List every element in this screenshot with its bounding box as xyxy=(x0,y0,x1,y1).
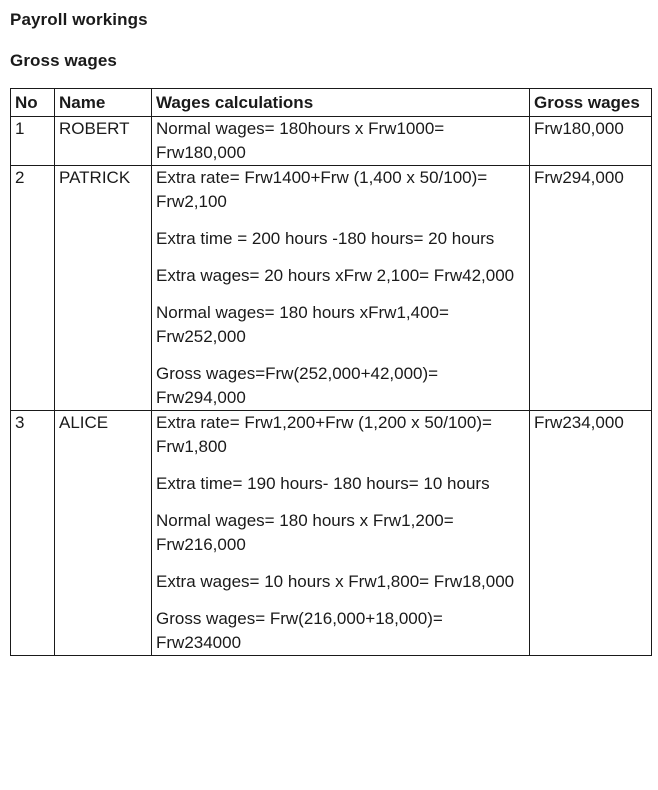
table-row xyxy=(11,117,652,166)
section-heading: Gross wages xyxy=(10,51,117,70)
cell-gross-wages: Frw234,000 xyxy=(530,411,652,656)
table-row xyxy=(11,166,652,411)
calculation-line: Gross wages= Frw(216,000+18,000)= Frw234000 xyxy=(156,609,443,652)
cell-name: ROBERT xyxy=(55,117,152,166)
cell-name: ALICE xyxy=(55,411,152,656)
column-header-name: Name xyxy=(55,89,152,117)
calculation-line: Extra time = 200 hours -180 hours= 20 hours xyxy=(156,229,495,248)
calculation-line: Extra wages= 10 hours x Frw1,800= Frw18,000 xyxy=(156,572,515,591)
calculation-line: Extra rate= Frw1,200+Frw (1,200 x 50/100)= Frw1,800 xyxy=(156,413,492,456)
column-header-calculations: Wages calculations xyxy=(152,89,530,117)
calculation-line: Normal wages= 180 hours x Frw1,200= Frw216,000 xyxy=(156,511,454,554)
calculation-line: Extra rate= Frw1400+Frw (1,400 x 50/100)= Frw2,100 xyxy=(156,168,488,211)
cell-no: 3 xyxy=(11,411,55,656)
gross-wages-table xyxy=(10,88,652,656)
cell-calculations xyxy=(152,411,530,656)
cell-no: 2 xyxy=(11,166,55,411)
page-title: Payroll workings xyxy=(10,10,148,29)
column-header-gross-wages: Gross wages xyxy=(530,89,652,117)
cell-gross-wages: Frw180,000 xyxy=(530,117,652,166)
calculation-line: Extra time= 190 hours- 180 hours= 10 hours xyxy=(156,474,490,493)
calculation-line: Extra wages= 20 hours xFrw 2,100= Frw42,000 xyxy=(156,266,515,285)
calculation-line: Normal wages= 180 hours xFrw1,400= Frw252,000 xyxy=(156,303,449,346)
cell-calculations xyxy=(152,117,530,166)
column-header-no: No xyxy=(11,89,55,117)
calculation-line: Normal wages= 180hours x Frw1000= Frw180,000 xyxy=(156,119,445,162)
cell-no: 1 xyxy=(11,117,55,166)
table-row xyxy=(11,411,652,656)
cell-gross-wages: Frw294,000 xyxy=(530,166,652,411)
cell-name: PATRICK xyxy=(55,166,152,411)
calculation-line: Gross wages=Frw(252,000+42,000)= Frw294,000 xyxy=(156,364,439,407)
table-header-row xyxy=(11,89,652,117)
cell-calculations xyxy=(152,166,530,411)
